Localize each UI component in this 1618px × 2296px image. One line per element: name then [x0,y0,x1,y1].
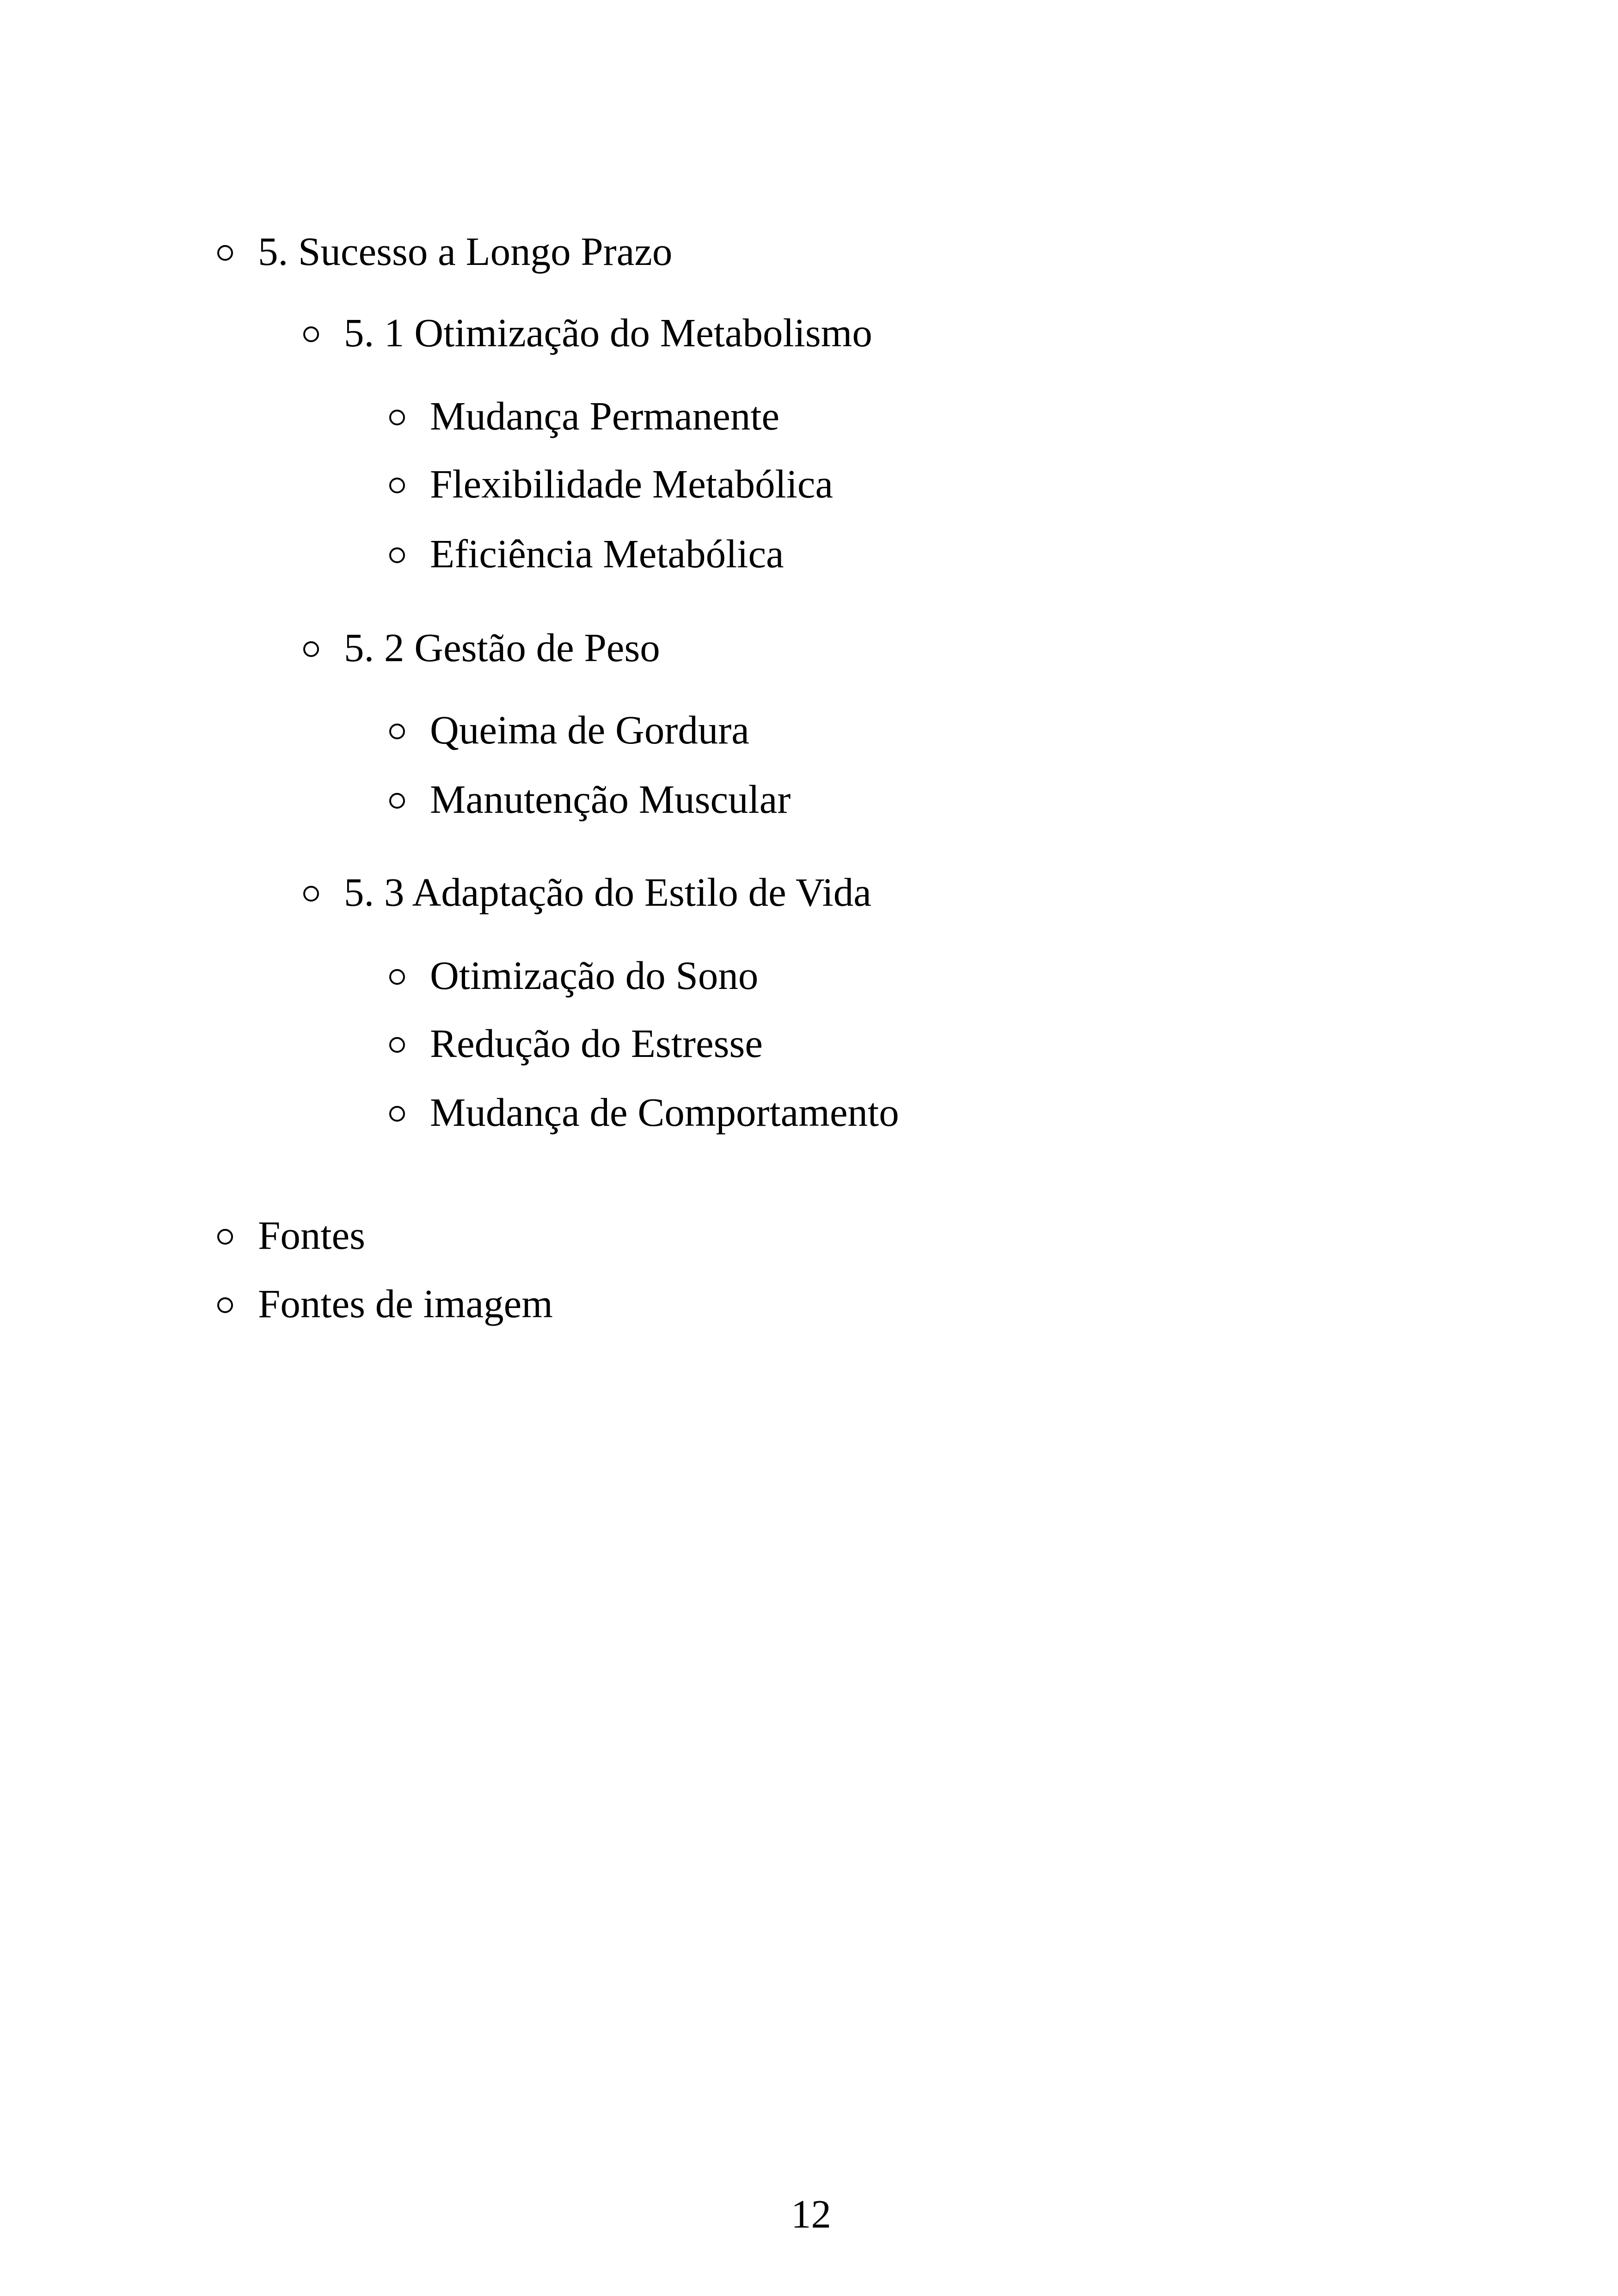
outline-item-label: Redução do Estresse [430,1021,763,1066]
outline-item-label: Eficiência Metabólica [430,531,784,576]
hollow-circle-bullet-icon [303,886,319,902]
hollow-circle-bullet-icon [389,969,405,985]
outline-item-label: Mudança de Comportamento [430,1090,899,1135]
outline-item-label: Fontes de imagem [258,1281,553,1326]
outline-item-label: 5. 1 Otimização do Metabolismo [344,310,872,355]
hollow-circle-bullet-icon [217,1229,233,1245]
outline-item-label: Flexibilidade Metabólica [430,461,834,506]
outline-item-label: Otimização do Sono [430,953,759,998]
hollow-circle-bullet-icon [389,410,405,425]
outline-item-label: Manutenção Muscular [430,777,791,822]
hollow-circle-bullet-icon [389,1037,405,1053]
outline-item-label: Queima de Gordura [430,707,749,752]
hollow-circle-bullet-icon [303,326,319,342]
page-number: 12 [791,2192,831,2236]
outline-item-label: Mudança Permanente [430,393,780,438]
outline-item-label: 5. 3 Adaptação do Estilo de Vida [344,870,871,915]
outline-item-label: 5. Sucesso a Longo Prazo [258,229,673,274]
hollow-circle-bullet-icon [389,547,405,563]
hollow-circle-bullet-icon [389,478,405,493]
hollow-circle-bullet-icon [389,1106,405,1122]
hollow-circle-bullet-icon [389,724,405,739]
hollow-circle-bullet-icon [217,1297,233,1313]
hollow-circle-bullet-icon [217,245,233,261]
outline-item-label: 5. 2 Gestão de Peso [344,625,660,670]
outline-item-label: Fontes [258,1213,366,1258]
hollow-circle-bullet-icon [303,641,319,657]
hollow-circle-bullet-icon [389,793,405,809]
